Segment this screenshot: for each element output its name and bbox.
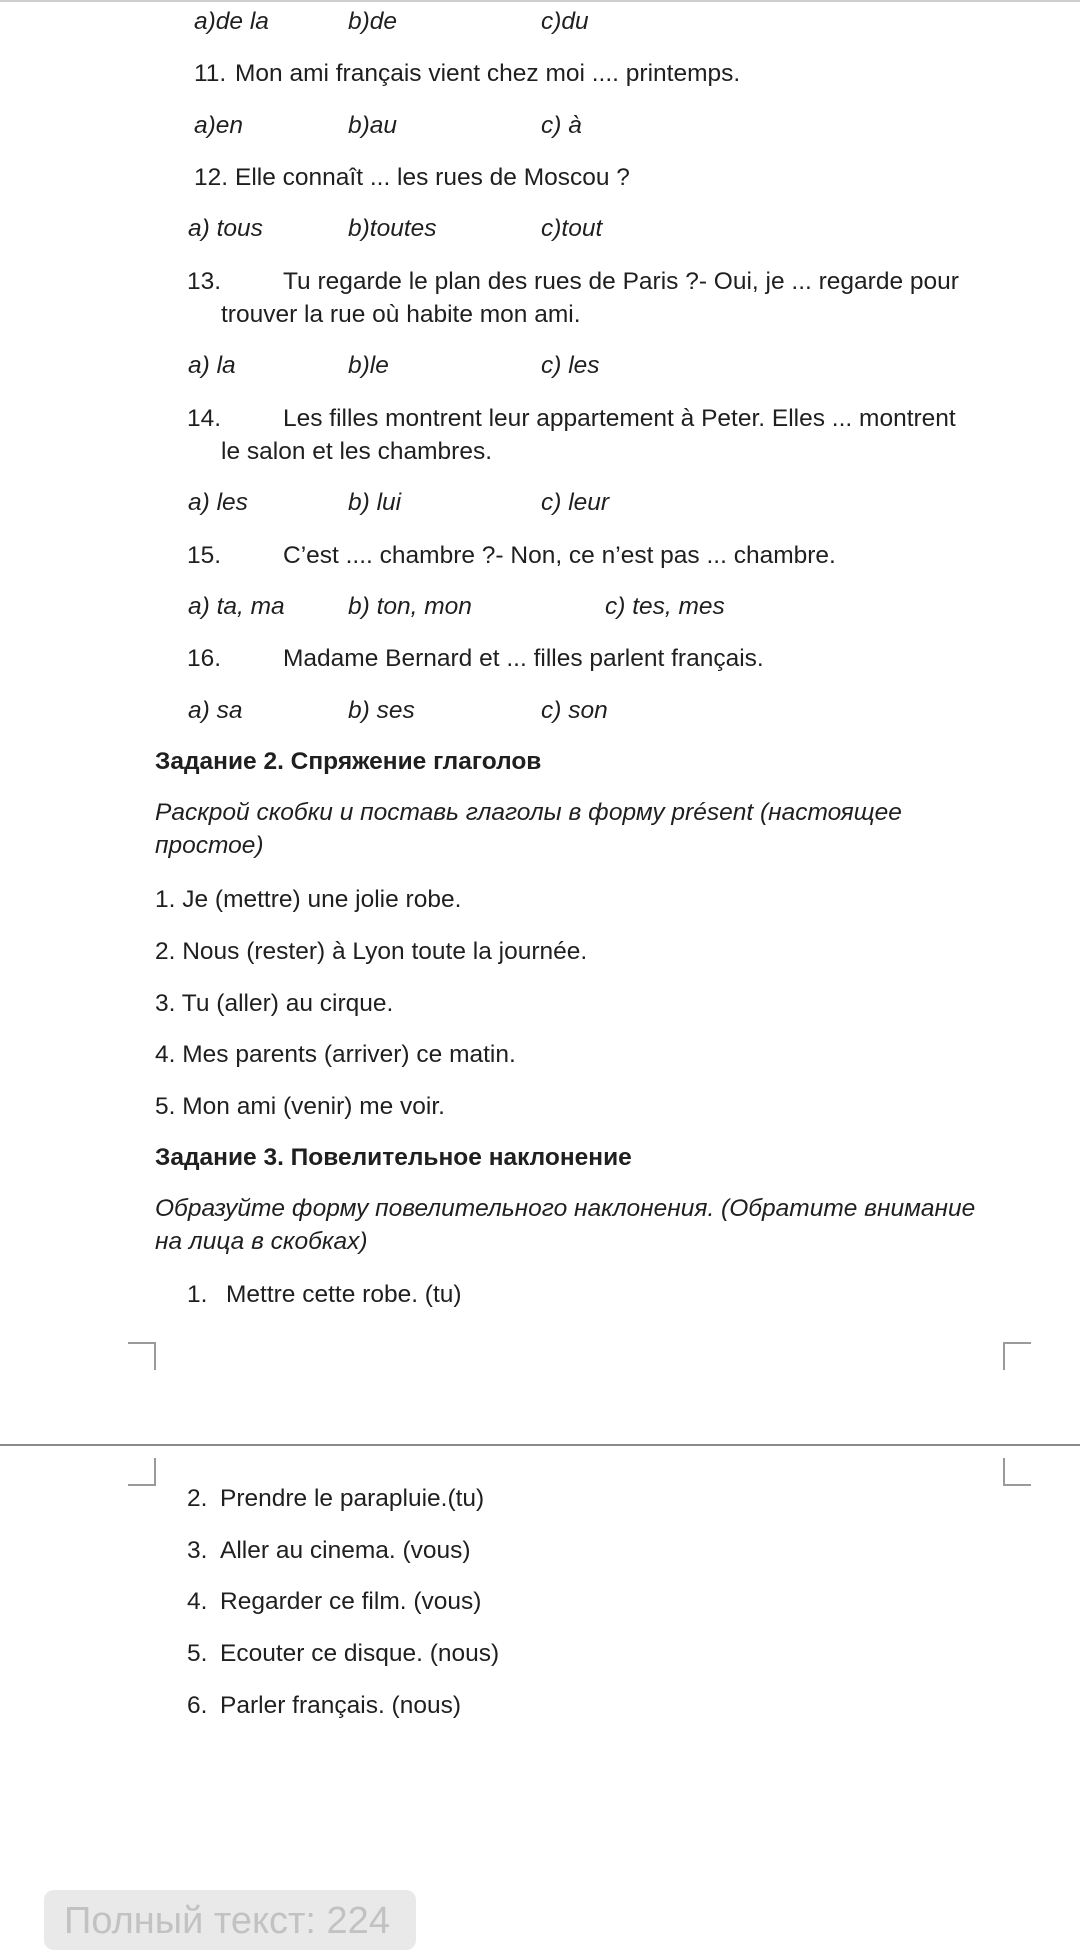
task-2-item: 2. Nous (rester) à Lyon toute la journée. xyxy=(155,938,588,965)
page-corner-mark-bottom-left xyxy=(128,1342,156,1370)
option-b: b)de xyxy=(348,8,398,35)
task-3-heading: Задание 3. Повелительное наклонение xyxy=(155,1144,632,1171)
option-a: a) sa xyxy=(188,697,243,724)
item-text: Regarder ce film. (vous) xyxy=(220,1588,482,1615)
question-text-cont: trouver la rue où habite mon ami. xyxy=(221,301,581,328)
option-c: c) leur xyxy=(541,489,610,516)
item-text: Ecouter ce disque. (nous) xyxy=(220,1640,500,1667)
option-c: c)tout xyxy=(541,215,603,242)
item-number: 2. xyxy=(187,1485,208,1512)
page-corner-mark-bottom-right xyxy=(1003,1342,1031,1370)
full-text-button[interactable] xyxy=(44,1890,416,1950)
item-number: 1. xyxy=(187,1281,208,1308)
option-b: b)au xyxy=(348,112,398,139)
option-b: b)le xyxy=(348,352,389,379)
item-number: 6. xyxy=(187,1692,208,1719)
option-a: a) tous xyxy=(188,215,263,242)
page-break-line xyxy=(0,1444,1080,1446)
option-b: b) ton, mon xyxy=(348,593,472,620)
option-a: a) la xyxy=(188,352,236,379)
full-text-button-label: Полный текст: 224 xyxy=(64,1900,390,1942)
option-c: c) tes, mes xyxy=(605,593,725,620)
question-number: 16. xyxy=(187,645,222,672)
option-a: a)de la xyxy=(194,8,269,35)
question-text-cont: le salon et les chambres. xyxy=(221,438,492,465)
item-text: Prendre le parapluie.(tu) xyxy=(220,1485,485,1512)
task-2-item: 1. Je (mettre) une jolie robe. xyxy=(155,886,462,913)
option-c: c) à xyxy=(541,112,582,139)
item-text: Mettre cette robe. (tu) xyxy=(226,1281,462,1308)
item-text: Parler français. (nous) xyxy=(220,1692,462,1719)
question-text: Madame Bernard et ... filles parlent français. xyxy=(283,645,764,672)
task-2-item: 4. Mes parents (arriver) ce matin. xyxy=(155,1041,516,1068)
option-a: a) ta, ma xyxy=(188,593,285,620)
task-2-item: 5. Mon ami (venir) me voir. xyxy=(155,1093,445,1120)
option-b: b) ses xyxy=(348,697,415,724)
task-2-heading: Задание 2. Спряжение глаголов xyxy=(155,748,542,775)
option-c: c) son xyxy=(541,697,608,724)
question-number: 11. xyxy=(194,60,227,87)
question-text: Elle connaît ... les rues de Moscou ? xyxy=(235,164,630,191)
question-number: 15. xyxy=(187,542,222,569)
task-3-instruction: Образуйте форму повелительного наклонения. (Обратите внимание на лица в скобках) xyxy=(155,1195,976,1255)
page-corner-mark-top-right xyxy=(1003,1458,1031,1486)
item-number: 5. xyxy=(187,1640,208,1667)
task-2-item: 3. Tu (aller) au cirque. xyxy=(155,990,394,1017)
question-text: Les filles montrent leur appartement à Peter. Elles ... montrent xyxy=(283,405,956,432)
question-number: 13. xyxy=(187,268,222,295)
page-corner-mark-top-left xyxy=(128,1458,156,1486)
item-number: 3. xyxy=(187,1537,208,1564)
option-c: c) les xyxy=(541,352,600,379)
option-a: a) les xyxy=(188,489,248,516)
option-b: b) lui xyxy=(348,489,402,516)
top-page-edge xyxy=(0,0,1080,2)
option-b: b)toutes xyxy=(348,215,437,242)
question-number: 12. xyxy=(194,164,229,191)
option-c: c)du xyxy=(541,8,589,35)
question-number: 14. xyxy=(187,405,222,432)
option-a: a)en xyxy=(194,112,244,139)
question-text: Mon ami français vient chez moi .... printemps. xyxy=(235,60,741,87)
question-text: Tu regarde le plan des rues de Paris ?- Oui, je ... regarde pour xyxy=(283,268,959,295)
item-number: 4. xyxy=(187,1588,208,1615)
task-2-instruction: Раскрой скобки и поставь глаголы в форму présent (настоящее простое) xyxy=(155,799,902,859)
question-text: C’est .... chambre ?- Non, ce n’est pas ... chambre. xyxy=(283,542,836,569)
item-text: Aller au cinema. (vous) xyxy=(220,1537,471,1564)
